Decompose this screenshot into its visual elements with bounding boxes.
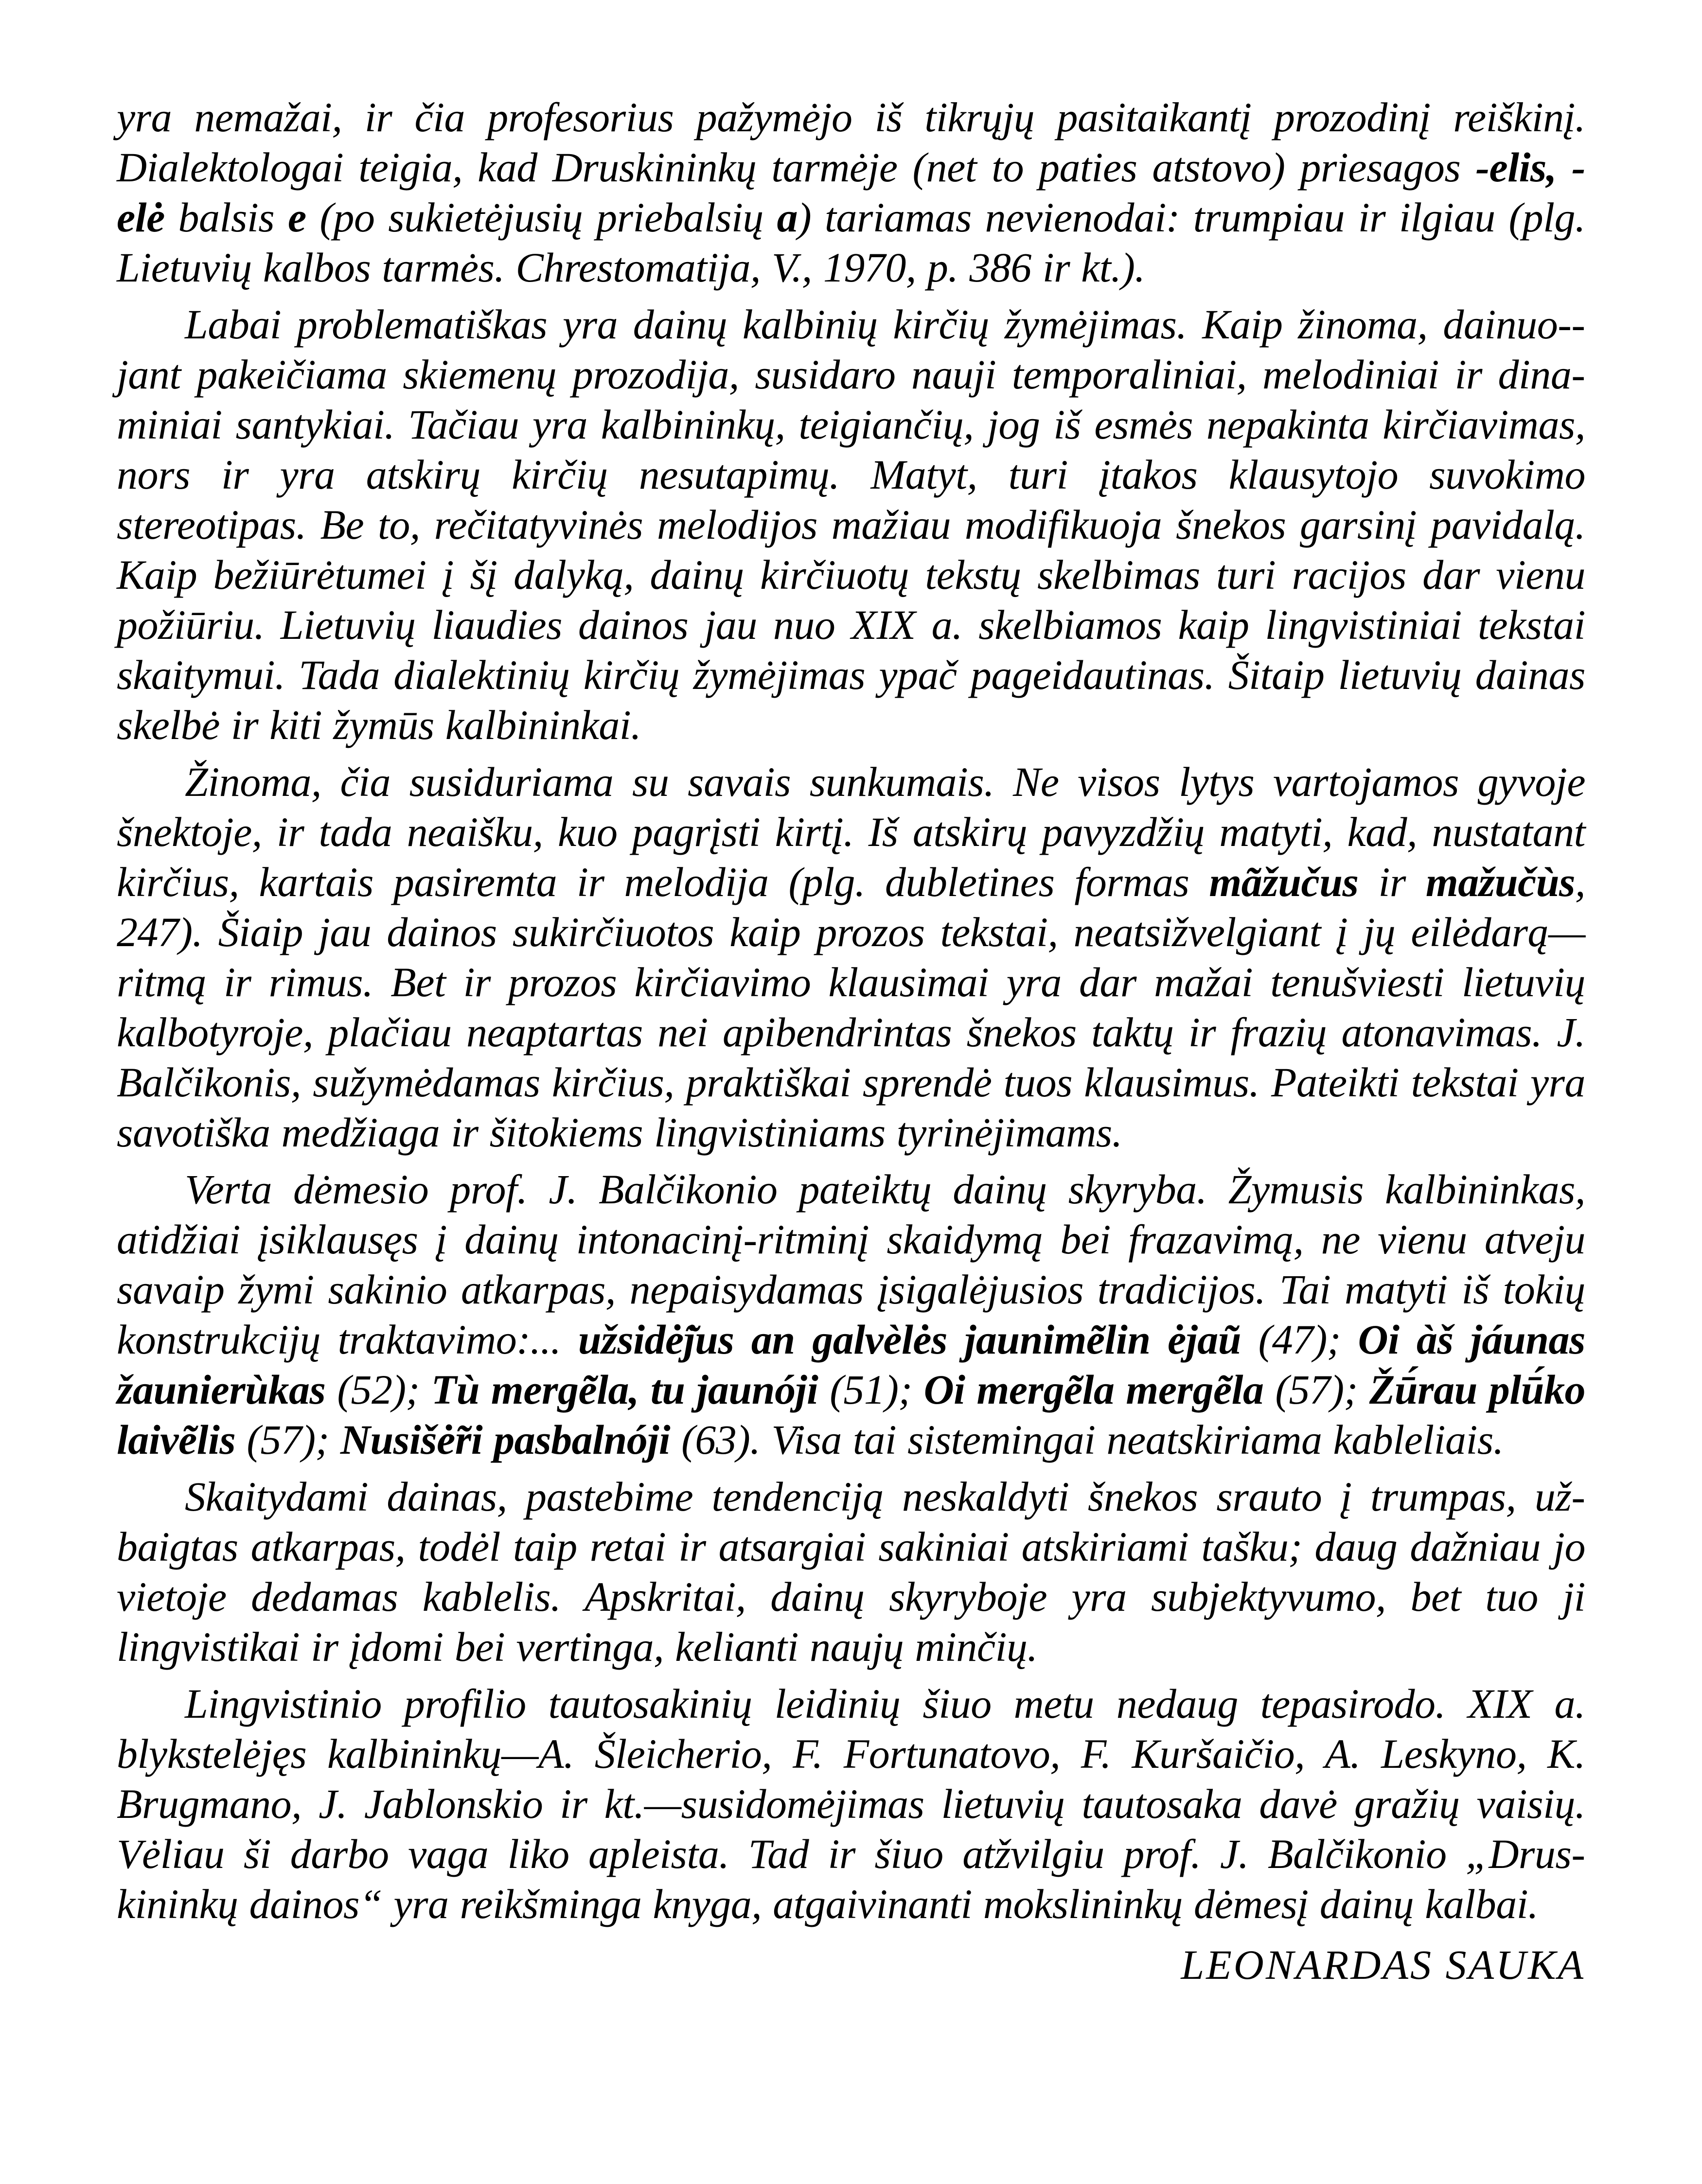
text-run: ir (1358, 859, 1426, 905)
bold-term: -elis, (1475, 144, 1557, 191)
text-run: balsis (164, 194, 288, 241)
bold-term: Nusišė̃ri pasbalnóji (340, 1416, 671, 1463)
paragraph (117, 1164, 1585, 1465)
bold-term: Tù mergẽla, tu jaunóji (431, 1366, 818, 1413)
bold-term: mãžučus (1209, 859, 1359, 905)
text-run: Žinoma, čia susiduriama su savais sunkumais. Ne visos lytys vartojamos gyvoje šnektoje, ir tada neaišku, kuo pagrįsti kirtį. Iš atskirų pavyzdžių matyti, kad, nustatant kirčius, kartais pasiremta ir melodija (plg. dubletines formas (117, 758, 1585, 905)
bold-term: -elė (117, 144, 1585, 241)
text-run: (51); (818, 1366, 924, 1413)
text-run: (52); (325, 1366, 431, 1413)
bold-term: užsidė̃jus an galvèlės jaunimẽlin ėjaũ (578, 1316, 1241, 1363)
text-run (1557, 144, 1572, 191)
text-run: , 247). Šiaip jau dainos sukirčiuotos kaip prozos tekstai, neatsižvelgiant į jų eilėdarą—ritmą ir rimus. Bet ir prozos kirčiavimo klausimai yra dar mažai tenušviesti lietuvių kalbotyroje, plačiau neaptartas nei apibendrintas šnekos taktų ir frazių atonavimas. J. Balčikonis, sužymėdamas kirčius, praktiškai sprendė tuos klausimus. Pateikti tekstai yra savotiška medžiaga ir šitokiems lingvistiniams tyrinėjimams. (117, 859, 1585, 1156)
author-signature: LEONARDAS SAUKA (1181, 1941, 1585, 1988)
text-run: (po sukietėjusių priebalsių (306, 194, 777, 241)
text-run: Skaitydami dainas, pastebime tendenciją neskaldyti šnekos srauto į trumpas, užbaigtas atkarpas, todėl taip retai ir atsargiai sakiniai atskiriami tašku; daug dažniau jo vietoje dedamas kablelis. Apskritai, dainų skyryboje yra subjektyvumo, bet tuo ji lingvistikai ir įdomi bei vertinga, kelianti naujų minčių. (117, 1473, 1585, 1670)
paragraph (117, 757, 1585, 1158)
text-run: Verta dėmesio prof. J. Balčikonio pateiktų dainų skyryba. Žymusis kalbininkas, atidžiai įsiklausęs į dainų intonacinį-ritminį skaidymą bei frazavimą, ne vienu atveju savaip žymi sakinio atkarpas, nepaisydamas įsigalėjusios tradicijos. Tai matyti iš tokių konstrukcijų traktavimo:... (117, 1166, 1585, 1363)
bold-term: Oi àš jáunas žaunierùkas (117, 1316, 1585, 1413)
bold-term: mažučùs (1425, 859, 1575, 905)
text-run: (57); (1263, 1366, 1369, 1413)
bold-term: Žū́rau plū́ko laivẽlis (117, 1366, 1586, 1463)
text-run: (57); (235, 1416, 340, 1463)
article-body (117, 92, 1585, 1929)
text-run: (47); (1241, 1316, 1358, 1363)
paragraph (117, 92, 1585, 293)
paragraph (117, 1472, 1585, 1672)
bold-term: Oi mergẽla mergẽla (923, 1366, 1264, 1413)
text-run: ) tariamas nevienodai: trumpiau ir ilgiau (plg. Lietuvių kalbos tarmės. Chrestomatija, V., 1970, p. 386 ir kt.). (117, 194, 1585, 291)
bold-term: a (777, 194, 798, 241)
text-run: Labai problematiškas yra dainų kalbinių kirčių žymėjimas. Kaip žinoma, dainuo-jant pakeičiama skiemenų prozodija, susidaro nauji temporaliniai, melodiniai ir dinaminiai santykiai. Tačiau yra kalbininkų, teigiančių, jog iš esmės nepakinta kirčiavimas, nors ir yra atskirų kirčių nesutapimų. Matyt, turi įtakos klausytojo suvokimo stereotipas. Be to, rečitatyvinės melodijos mažiau modifikuoja šnekos garsinį pavidalą. Kaip bežiūrėtumei į šį dalyką, dainų kirčiuotų tekstų skelbimas turi racijos dar vienu požiūriu. Lietuvių liaudies dainos jau nuo XIX a. skelbiamos kaip lingvistiniai tekstai skaitymui. Tada dialektinių kirčių žymėjimas ypač pageidautinas. Šitaip lietuvių dainas skelbė ir kiti žymūs kalbininkai. (117, 301, 1585, 748)
bold-term: e (287, 194, 306, 241)
paragraph (117, 299, 1585, 750)
text-run: yra nemažai, ir čia profesorius pažymėjo iš tikrųjų pasitaikantį prozodinį reiškinį. Dialektologai teigia, kad Druskininkų tarmėje (net to paties atstovo) priesagos (117, 94, 1585, 191)
text-run: Lingvistinio profilio tautosakinių leidinių šiuo metu nedaug tepasirodo. XIX a. blykstelėjęs kalbininkų—A. Šleicherio, F. Fortunatovo, F. Kuršaičio, A. Leskyno, K. Brugmano, J. Jablonskio ir kt.—susidomėjimas lietuvių tautosaka davė gražių vaisių. Vėliau ši darbo vaga liko apleista. Tad ir šiuo atžvilgiu prof. J. Balčikonio „Druskininkų dainos“ yra reikšminga knyga, atgaivinanti mokslininkų dėmesį dainų kalbai. (117, 1680, 1585, 1927)
paragraph (117, 1679, 1585, 1929)
text-run: (63). Visa tai sistemingai neatskiriama kableliais. (670, 1416, 1504, 1463)
signature-block (117, 1929, 1585, 1992)
document-page (117, 92, 1585, 1992)
